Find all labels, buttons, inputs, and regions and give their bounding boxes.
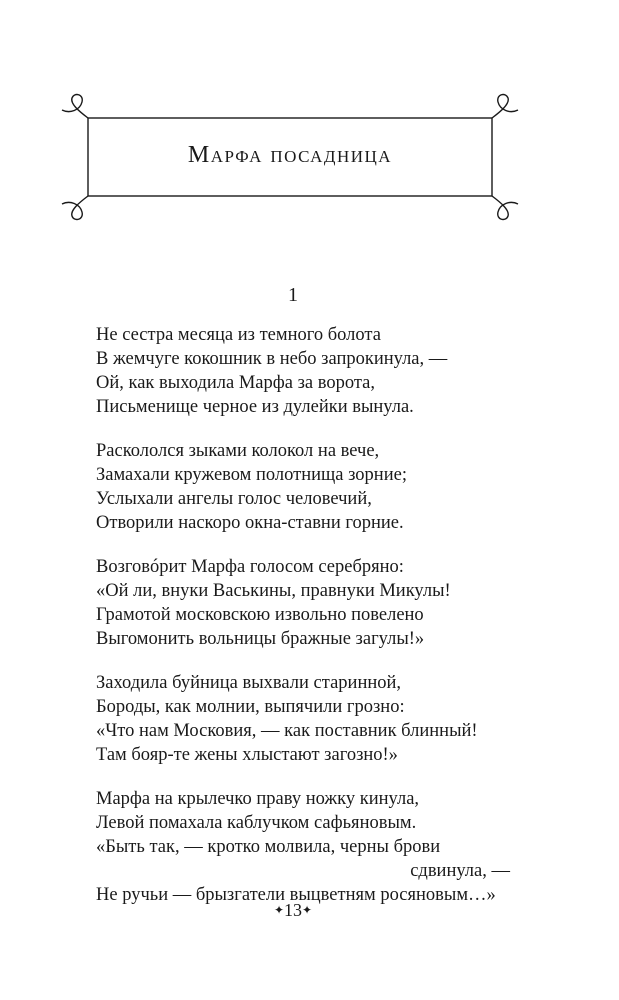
poem-line: Марфа на крылечко праву ножку кинула, [96, 789, 420, 809]
poem-line: Не сестра месяца из темного болота [96, 325, 381, 345]
poem-line: Услыхали ангелы голос человечий, [96, 489, 372, 509]
stanza [96, 555, 526, 651]
poem-line: Письменище черное из дулейки вынула. [96, 397, 414, 417]
poem-line: Там бояр-те жены хлыстают загозно!» [96, 745, 398, 765]
page-number-footer [0, 899, 586, 921]
poem-line: Грамотой московскою извольно повелено [96, 605, 424, 625]
stanza [96, 671, 526, 767]
poem-line: Возговóрит Марфа голосом серебряно: [96, 557, 404, 577]
stanza [96, 323, 526, 419]
ornament-right-icon: ✦ [302, 903, 313, 917]
poem-line-continuation: сдвинула, — [410, 861, 510, 881]
poem-line: «Быть так, — кротко молвила, черны брови [96, 837, 441, 857]
poem-line: Замахали кружевом полотнища зорние; [96, 465, 407, 485]
poem-line: Заходила буйница выхвали старинной, [96, 673, 402, 693]
poem-line: Раскололся зыками колокол на вече, [96, 441, 380, 461]
poem-line: Ой, как выходила Марфа за ворота, [96, 373, 375, 393]
poem-line: Выгомонить вольницы бражные загулы!» [96, 629, 425, 649]
stanza [96, 439, 526, 535]
poem-line: Бороды, как молнии, выпячили грозно: [96, 697, 405, 717]
poem-body [96, 323, 526, 927]
poem-line: Левой помахала каблучком сафьяновым. [96, 813, 417, 833]
ornament-left-icon: ✦ [273, 903, 284, 917]
poem-title: Марфа посадница [187, 142, 393, 168]
poem-line: «Что нам Московия, — как поставник блинный! [96, 721, 478, 741]
page-number: 13 [284, 900, 302, 920]
stanza [96, 787, 526, 907]
poem-line: Не ручьи — брызгатели выцветням росяновым…» [96, 885, 496, 905]
poem-line: «Ой ли, внуки Васькины, правнуки Микулы! [96, 581, 451, 601]
section-number: 1 [288, 284, 298, 306]
poem-line: В жемчуге кокошник в небо запрокинула, — [96, 349, 448, 369]
poem-line: Отворили наскоро окна-ставни горние. [96, 513, 404, 533]
